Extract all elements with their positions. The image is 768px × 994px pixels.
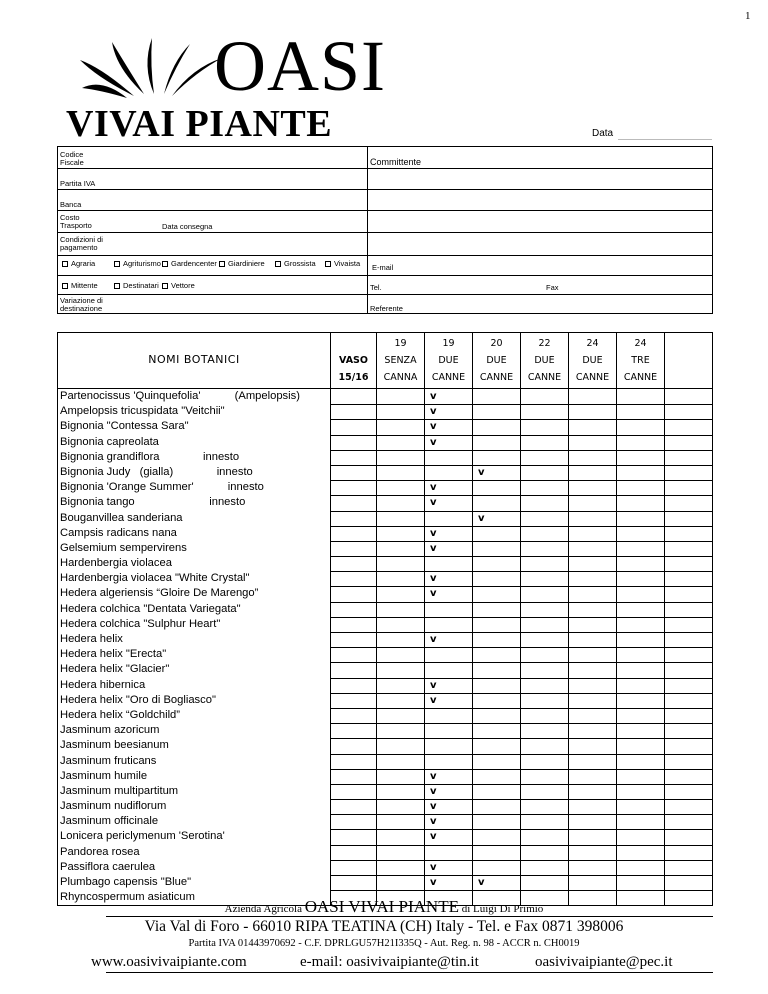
table-row — [58, 678, 712, 693]
plant-name: Jasminum fruticans — [60, 754, 157, 767]
email-link[interactable]: e-mail: oasivivaipiante@tin.it — [300, 954, 479, 970]
column-header-line: 22 — [538, 338, 551, 349]
check-mark: v — [430, 694, 437, 706]
footer-divider — [106, 916, 713, 917]
checkbox-destinatari[interactable] — [114, 283, 120, 289]
footer-company-name: OASI VIVAI PIANTE — [304, 897, 459, 916]
plant-name: Rhyncospermum asiaticum — [60, 891, 195, 904]
plant-name: Hedera helix "Glacier" — [60, 663, 170, 676]
checkbox-agriturismo[interactable] — [114, 261, 120, 267]
footer-address: Via Val di Foro - 66010 RIPA TEATINA (CH) Italy - Tel. e Fax 0871 398006 — [144, 918, 624, 935]
plant-name: Hedera helix "Erecta" — [60, 648, 167, 661]
category-label: Agriturismo — [123, 259, 161, 268]
check-mark: v — [430, 679, 437, 691]
plant-name: Bignonia tango innesto — [60, 496, 246, 509]
plant-name: Bignonia 'Orange Summer' innesto — [60, 481, 264, 494]
footer-divider — [106, 972, 713, 973]
column-header-1 — [376, 333, 424, 388]
plant-name: Hedera colchica "Sulphur Heart" — [60, 617, 221, 630]
plant-table — [57, 332, 713, 906]
column-header-line: DUE — [438, 355, 459, 366]
pec-link[interactable]: oasivivaipiante@pec.it — [535, 954, 673, 970]
email-label: E-mail — [372, 263, 394, 272]
column-header-line: DUE — [582, 355, 603, 366]
column-header-line — [331, 335, 376, 352]
table-row — [58, 602, 712, 617]
tel-label: Tel. — [370, 283, 382, 292]
check-mark: v — [430, 542, 437, 554]
checkbox-grossista[interactable] — [275, 261, 281, 267]
column-header-4 — [520, 333, 568, 388]
check-mark: v — [430, 785, 437, 797]
check-mark: v — [430, 406, 437, 418]
plant-name: Hedera hibernica — [60, 678, 146, 691]
page-number: 1 — [745, 10, 751, 22]
plant-name: Bignonia capreolata — [60, 435, 159, 448]
check-mark: v — [430, 421, 437, 433]
table-row — [58, 419, 712, 434]
plant-name: Hedera colchica "Dentata Variegata" — [60, 602, 241, 615]
table-row — [58, 647, 712, 662]
table-row — [58, 860, 712, 875]
logo-subtitle: VIVAI PIANTE — [66, 103, 333, 145]
table-row — [58, 556, 712, 571]
column-header-line: SENZA — [384, 355, 417, 366]
category-label: Vivaista — [334, 259, 361, 268]
plant-name: Jasminum multipartitum — [60, 784, 179, 797]
column-header-line: CANNE — [431, 372, 466, 383]
condizioni-pagamento-label: Condizioni di pagamento — [60, 235, 103, 252]
checkbox-giardiniere[interactable] — [219, 261, 225, 267]
plant-name: Partenocissus 'Quinquefolia' (Ampelopsis) — [60, 390, 300, 402]
column-header-line: 19 — [394, 338, 407, 349]
table-row — [58, 586, 712, 601]
banca-label: Banca — [60, 200, 82, 209]
table-row — [58, 754, 712, 769]
check-mark: v — [478, 466, 485, 478]
category-label: Giardiniere — [228, 259, 265, 268]
plant-name: Hedera helix "Oro di Bogliasco" — [60, 693, 216, 706]
check-mark: v — [430, 861, 437, 873]
column-header-line: 24 — [634, 338, 647, 349]
column-header-5 — [568, 333, 616, 388]
footer-prefix: Azienda Agricola — [224, 903, 302, 915]
category-label: Gardencenter — [171, 259, 217, 268]
check-mark: v — [430, 877, 437, 888]
column-header-line: CANNA — [383, 372, 418, 383]
checkbox-agraria[interactable] — [62, 261, 68, 267]
check-mark: v — [430, 801, 437, 813]
table-row — [58, 769, 712, 784]
check-mark: v — [430, 588, 437, 600]
table-row — [58, 526, 712, 541]
column-header-line — [665, 369, 712, 386]
column-header-2 — [424, 333, 472, 388]
nomi-botanici-header: NOMI BOTANICI — [148, 353, 240, 366]
table-row — [58, 814, 712, 829]
checkbox-vettore[interactable] — [162, 283, 168, 289]
table-row — [58, 389, 712, 404]
plant-name: Bouganvillea sanderiana — [60, 511, 183, 524]
column-header-line: VASO — [339, 355, 368, 366]
partita-iva-label: Partita IVA — [60, 179, 96, 188]
category-label: Grossista — [284, 259, 316, 268]
plant-name: Jasminum humile — [60, 769, 148, 782]
check-mark: v — [478, 512, 485, 524]
column-header-line: TRE — [631, 355, 650, 366]
plant-name: Jasminum azoricum — [60, 724, 160, 737]
column-header-line: DUE — [534, 355, 555, 366]
column-header-line: CANNE — [623, 372, 658, 383]
column-header-3 — [472, 333, 520, 388]
table-row — [58, 435, 712, 450]
plant-name: Campsis radicans nana — [60, 526, 177, 539]
check-mark: v — [430, 436, 437, 448]
variazione-destinazione-label: Variazione di destinazione — [60, 296, 103, 313]
shipping-label: Vettore — [171, 281, 195, 290]
website-link[interactable]: www.oasivivaipiante.com — [91, 954, 247, 970]
checkbox-vivaista[interactable] — [325, 261, 331, 267]
column-header-line: 24 — [586, 338, 599, 349]
plant-name: Gelsemium sempervirens — [60, 541, 187, 554]
check-mark: v — [430, 770, 437, 782]
table-row — [58, 404, 712, 419]
check-mark: v — [430, 391, 437, 402]
column-header-line: 20 — [490, 338, 503, 349]
shipping-label: Destinatari — [123, 281, 159, 290]
plant-name: Plumbago capensis "Blue" — [60, 876, 192, 888]
column-header-line: 19 — [442, 338, 455, 349]
table-row — [58, 875, 712, 890]
checkbox-mittente[interactable] — [62, 283, 68, 289]
plant-name: Hardenbergia violacea "White Crystal" — [60, 572, 250, 585]
plant-name: Jasminum officinale — [60, 815, 159, 828]
referente-label: Referente — [370, 304, 403, 313]
committente-label: Committente — [370, 157, 422, 167]
column-header-0 — [330, 333, 376, 388]
check-mark: v — [430, 573, 437, 585]
check-mark: v — [430, 482, 437, 494]
plant-name: Hedera algeriensis “Gloire De Marengo” — [60, 587, 259, 600]
date-field[interactable] — [618, 139, 712, 140]
check-mark: v — [430, 634, 437, 645]
table-header — [58, 333, 712, 389]
table-row — [58, 845, 712, 860]
customer-form — [57, 146, 713, 314]
table-row — [58, 662, 712, 677]
plant-name: Jasminum beesianum — [60, 739, 169, 752]
footer-owner: di Luigi Di Primio — [461, 903, 544, 915]
table-row — [58, 617, 712, 632]
table-body — [58, 389, 712, 905]
logo-name: OASI — [214, 26, 387, 106]
column-header-7 — [664, 333, 712, 388]
column-header-line: CANNE — [527, 372, 562, 383]
plant-name: Pandorea rosea — [60, 845, 140, 858]
data-consegna-label: Data consegna — [162, 222, 213, 231]
footer-company — [0, 897, 768, 917]
column-header-line: 15/16 — [338, 372, 369, 383]
plant-name: Hedera helix “Goldchild” — [60, 708, 181, 721]
shipping-label: Mittente — [71, 281, 98, 290]
table-row — [58, 511, 712, 526]
table-row — [58, 693, 712, 708]
table-row — [58, 799, 712, 814]
column-header-line: CANNE — [575, 372, 610, 383]
check-mark: v — [430, 497, 437, 509]
column-header-line: DUE — [486, 355, 507, 366]
plant-name: Bignonia grandiflora innesto — [60, 450, 240, 463]
plant-name: Bignonia Judy (gialla) innesto — [60, 465, 253, 478]
check-mark: v — [478, 877, 485, 888]
table-row — [58, 708, 712, 723]
fax-label: Fax — [546, 283, 559, 292]
column-header-line — [665, 352, 712, 369]
check-mark: v — [430, 831, 437, 843]
checkbox-gardencenter[interactable] — [162, 261, 168, 267]
plant-name: Passiflora caerulea — [60, 860, 156, 873]
plant-name: Bignonia "Contessa Sara" — [60, 420, 189, 433]
footer-fiscal: Partita IVA 01443970692 - C.F. DPRLGU57H21I335Q - Aut. Reg. n. 98 - ACCR n. CH0019 — [188, 938, 580, 949]
plant-name: Ampelopsis tricuspidata "Veitchii" — [60, 405, 225, 418]
table-row — [58, 450, 712, 465]
check-mark: v — [430, 527, 437, 539]
date-label: Data — [592, 128, 614, 139]
table-row — [58, 541, 712, 556]
column-header-6 — [616, 333, 664, 388]
codice-fiscale-label: Codice Fiscale — [60, 150, 84, 167]
column-header-line: CANNE — [479, 372, 514, 383]
column-header-line — [665, 335, 712, 352]
costo-trasporto-label: Costo Trasporto — [60, 213, 92, 230]
table-row — [58, 632, 712, 647]
plant-name: Jasminum nudiflorum — [60, 800, 167, 813]
table-row — [58, 829, 712, 844]
table-row — [58, 495, 712, 510]
table-row — [58, 738, 712, 753]
table-row — [58, 784, 712, 799]
plant-name: Hardenbergia violacea — [60, 557, 172, 570]
table-row — [58, 571, 712, 586]
plant-name: Hedera helix — [60, 633, 123, 645]
table-row — [58, 480, 712, 495]
check-mark: v — [430, 816, 437, 828]
plant-name: Lonicera periclymenum 'Serotina' — [60, 830, 225, 843]
table-row — [58, 465, 712, 480]
table-row — [58, 723, 712, 738]
category-label: Agraria — [71, 259, 96, 268]
